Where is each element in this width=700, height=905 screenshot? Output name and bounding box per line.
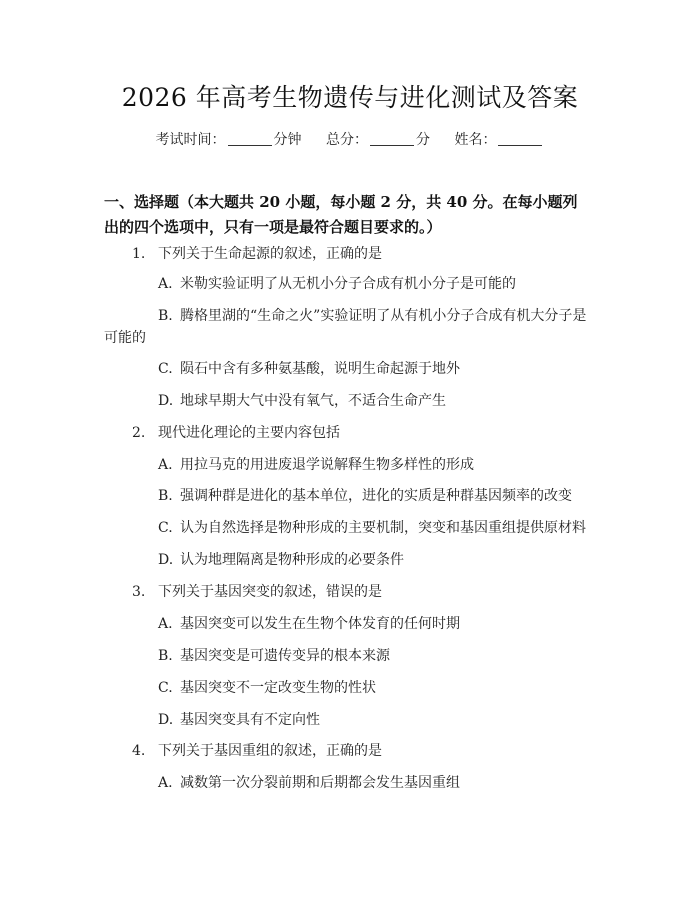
- option-text: 陨石中含有多种氨基酸，说明生命起源于地外: [180, 361, 460, 377]
- question-3: [132, 581, 382, 603]
- score-blank[interactable]: [370, 131, 414, 146]
- page-title: 2026 年高考生物遗传与进化测试及答案: [121, 83, 579, 112]
- option-label: C.: [158, 361, 173, 377]
- section-heading: 一、选择题（本大题共 20 小题，每小题 2 分，共 40 分。在每小题列出的四个选项中，只有一项是最符合题目要求的。）: [104, 193, 578, 236]
- question-number: 1.: [132, 246, 146, 262]
- option-text: 减数第一次分裂前期和后期都会发生基因重组: [180, 775, 460, 791]
- option-text: 基因突变可以发生在生物个体发育的任何时期: [180, 616, 460, 632]
- q4-option-a[interactable]: [158, 772, 460, 794]
- q2-option-b[interactable]: [158, 485, 572, 507]
- option-text: 基因突变不一定改变生物的性状: [180, 680, 376, 696]
- q2-option-d[interactable]: [158, 549, 404, 571]
- question-2: [132, 422, 340, 444]
- q1-option-a[interactable]: [158, 273, 516, 295]
- q2-option-a[interactable]: [158, 454, 474, 476]
- option-label: B.: [158, 308, 173, 324]
- question-number: 2.: [132, 425, 146, 441]
- option-label: A.: [158, 775, 173, 791]
- score-unit: 分: [416, 132, 430, 148]
- option-label: B.: [158, 488, 173, 504]
- q3-option-d[interactable]: [158, 709, 320, 731]
- time-label: 考试时间：: [155, 132, 226, 148]
- q3-option-c[interactable]: [158, 677, 376, 699]
- option-label: D.: [158, 552, 174, 568]
- option-label: D.: [158, 393, 174, 409]
- exam-name: [454, 128, 544, 152]
- option-label: C.: [158, 680, 173, 696]
- question-text: 下列关于基因突变的叙述，错误的是: [158, 584, 382, 600]
- q2-option-c[interactable]: [158, 517, 586, 539]
- exam-time: [156, 128, 302, 152]
- option-text: 用拉马克的用进废退学说解释生物多样性的形成: [180, 457, 474, 473]
- question-1: [132, 243, 382, 265]
- time-blank[interactable]: [228, 131, 272, 146]
- option-label: A.: [158, 276, 173, 292]
- exam-meta: [0, 128, 700, 152]
- question-4: [132, 740, 382, 762]
- option-text: 强调种群是进化的基本单位，进化的实质是种群基因频率的改变: [180, 488, 572, 504]
- q1-option-d[interactable]: [158, 390, 446, 412]
- name-label: 姓名：: [454, 132, 497, 148]
- option-label: A.: [158, 457, 173, 473]
- q1-option-c[interactable]: [158, 358, 460, 380]
- option-label: B.: [158, 648, 173, 664]
- option-text: 认为自然选择是物种形成的主要机制，突变和基因重组提供原材料: [180, 520, 586, 536]
- question-text: 下列关于生命起源的叙述，正确的是: [158, 246, 382, 262]
- question-text: 下列关于基因重组的叙述，正确的是: [158, 743, 382, 759]
- question-number: 4.: [132, 743, 146, 759]
- score-label: 总分：: [326, 132, 368, 148]
- option-text: 米勒实验证明了从无机小分子合成有机小分子是可能的: [180, 276, 516, 292]
- option-text: 地球早期大气中没有氧气，不适合生命产生: [180, 393, 446, 409]
- name-blank[interactable]: [498, 131, 542, 146]
- exam-score: [326, 128, 430, 152]
- q1-option-b[interactable]: [158, 305, 586, 327]
- question-number: 3.: [132, 584, 146, 600]
- option-label: A.: [158, 616, 173, 632]
- option-text: 基因突变具有不定向性: [180, 712, 320, 728]
- option-label: C.: [158, 520, 173, 536]
- option-text: 基因突变是可遗传变异的根本来源: [180, 648, 390, 664]
- q3-option-b[interactable]: [158, 645, 390, 667]
- q1-option-b-continued: 可能的: [104, 330, 146, 346]
- option-text: 认为地理隔离是物种形成的必要条件: [180, 552, 404, 568]
- time-unit: 分钟: [273, 132, 302, 148]
- option-label: D.: [158, 712, 174, 728]
- question-text: 现代进化理论的主要内容包括: [158, 425, 340, 441]
- q3-option-a[interactable]: [158, 613, 460, 635]
- option-text: 腾格里湖的“生命之火”实验证明了从有机小分子合成有机大分子是: [180, 308, 587, 324]
